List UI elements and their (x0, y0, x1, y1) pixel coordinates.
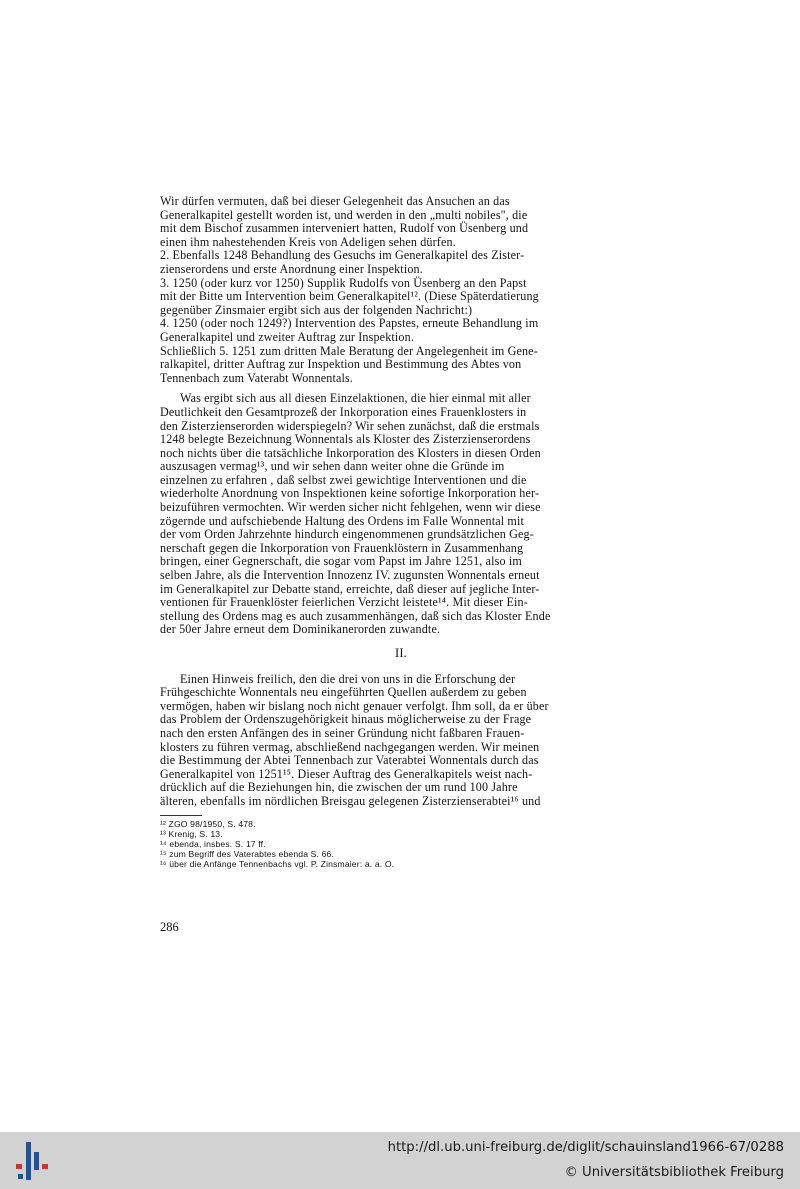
text-line: ralkapitel, dritter Auftrag zur Inspektion und Bestimmung des Abtes von (160, 357, 522, 372)
text-line: den Zisterzienserorden widerspiegeln? Wir sehen zunächst, daß die erstmals (160, 418, 540, 433)
text-line: zögernde und aufschiebende Haltung des Ordens im Falle Wonnental mit (160, 513, 524, 528)
text-line: Tennenbach zum Vaterabt Wonnentals. (160, 370, 354, 385)
text-line: Wir dürfen vermuten, daß bei dieser Gelegenheit das Ansuchen an das (160, 194, 510, 208)
text-line: Generalkapitel von 1251¹⁵. Dieser Auftrag des Generalkapitels weist nach- (160, 766, 533, 781)
footnote-divider (160, 815, 202, 816)
text-line: auszusagen vermag¹³, und wir sehen dann weiter ohne die Gründe im (160, 459, 505, 474)
text-line: Was ergibt sich aus all diesen Einzelaktionen, die hier einmal mit aller (180, 391, 531, 406)
footnote: ¹² ZGO 98/1950, S. 478. (160, 818, 256, 829)
paragraph-section-two (160, 673, 642, 809)
text-line: noch nichts über die tatsächliche Inkorporation des Klosters in diesen Orden (160, 445, 541, 460)
text-line: 2. Ebenfalls 1248 Behandlung des Gesuchs im Generalkapitel des Zister- (160, 248, 525, 263)
text-line: wiederholte Anordnung von Inspektionen keine sofortige Inkorporation her- (160, 486, 540, 501)
text-line: der 50er Jahre erneut dem Dominikanerorden zuwandte. (160, 622, 441, 637)
document-url-link[interactable]: http://dl.ub.uni-freiburg.de/diglit/schauinsland1966-67/0288 (387, 1140, 784, 1155)
ub-freiburg-logo-icon (12, 1140, 52, 1182)
text-line: Frühgeschichte Wonnentals neu eingeführten Quellen außerdem zu geben (160, 685, 527, 700)
footnote: ¹⁴ ebenda, insbes. S. 17 ff. (160, 838, 266, 849)
text-line: ventionen für Frauenklöster feierlichen Verzicht leistete¹⁴. Mit dieser Ein- (160, 595, 528, 610)
text-line: Einen Hinweis freilich, den die drei von uns in die Erforschung der (180, 671, 516, 686)
text-line: nerschaft gegen die Inkorporation von Frauenklöstern in Zusammenhang (160, 540, 524, 555)
text-block-list (160, 195, 642, 385)
text-line: mit der Bitte um Intervention beim Generalkapitel¹². (Diese Späterdatierung (160, 289, 539, 304)
text-line: vermögen, haben wir bislang noch nicht genauer verfolgt. Ihm soll, da er über (160, 698, 549, 713)
text-line: Generalkapitel und zweiter Auftrag zur Inspektion. (160, 329, 414, 344)
footnote: ¹³ Krenig, S. 13. (160, 828, 223, 839)
section-heading: II. (395, 646, 407, 660)
text-line: selben Jahre, als die Intervention Innozenz IV. zugunsten Wonnentals erneut (160, 568, 540, 583)
text-line: Schließlich 5. 1251 zum dritten Male Beratung der Angelegenheit im Gene- (160, 343, 538, 358)
text-line: älteren, ebenfalls im nördlichen Breisgau gelegenen Zisterzienserabtei¹⁶ und (160, 793, 541, 808)
document-page (160, 195, 642, 869)
text-line: 1248 belegte Bezeichnung Wonnentals als Kloster des Zisterzienserordens (160, 432, 531, 447)
footnote: ¹⁵ zum Begriff des Vaterabtes ebenda S. 66. (160, 848, 335, 859)
footnotes (160, 819, 642, 869)
page-number: 286 (160, 920, 179, 934)
text-line: zienserordens und erste Anordnung einer Inspektion. (160, 261, 423, 276)
text-line: einen ihm nahestehenden Kreis von Adeligen sehen dürfen. (160, 234, 456, 249)
viewer-footer-bar (0, 1132, 800, 1189)
text-line: das Problem der Ordenszugehörigkeit hinaus möglicherweise zu der Frage (160, 712, 532, 727)
text-line: im Generalkapitel zur Debatte stand, erreichte, daß dieser auf jegliche Inter- (160, 581, 540, 596)
footnote: ¹⁶ über die Anfänge Tennenbachs vgl. P. Zinsmaier: a. a. O. (160, 858, 395, 869)
text-line: beizuführen vermochten. Wir werden sicher nicht fehlgehen, wenn wir diese (160, 500, 541, 515)
text-line: Deutlichkeit den Gesamtprozeß der Inkorporation eines Frauenklosters in (160, 404, 527, 419)
text-line: bringen, einer Gegnerschaft, die sogar vom Papst im Jahre 1251, also im (160, 554, 522, 569)
copyright-text: © Universitätsbibliothek Freiburg (564, 1165, 784, 1180)
text-line: die Bestimmung der Abtei Tennenbach zur Vaterabtei Wonnentals durch das (160, 753, 539, 768)
text-line: klosters zu führen vermag, abschließend nachgegangen werden. Wir meinen (160, 739, 540, 754)
text-line: nach den ersten Anfängen des in seiner Gründung nicht faßbaren Frauen- (160, 725, 525, 740)
text-line: gegenüber Zinsmaier ergibt sich aus der folgenden Nachricht:) (160, 302, 473, 317)
text-line: mit dem Bischof zusammen interveniert hatten, Rudolf von Üsenberg und (160, 221, 529, 236)
text-line: stellung des Ordens mag es auch zusammenhängen, daß sich das Kloster Ende (160, 608, 551, 623)
text-line: 3. 1250 (oder kurz vor 1250) Supplik Rudolfs von Üsenberg an den Papst (160, 275, 527, 290)
text-line: drücklich auf die Beziehungen hin, die zwischen der um rund 100 Jahre (160, 780, 518, 795)
text-line: Generalkapitel gestellt worden ist, und werden in den „multi nobiles", die (160, 207, 528, 222)
text-line: der vom Orden Jahrzehnte hindurch eingenommenen grundsätzlichen Geg- (160, 527, 534, 542)
paragraph-summary (160, 392, 642, 637)
text-line: einzelnen zu erfahren , daß selbst zwei gewichtige Interventionen und die (160, 472, 527, 487)
text-line: 4. 1250 (oder noch 1249?) Intervention des Papstes, erneute Behandlung im (160, 316, 539, 331)
